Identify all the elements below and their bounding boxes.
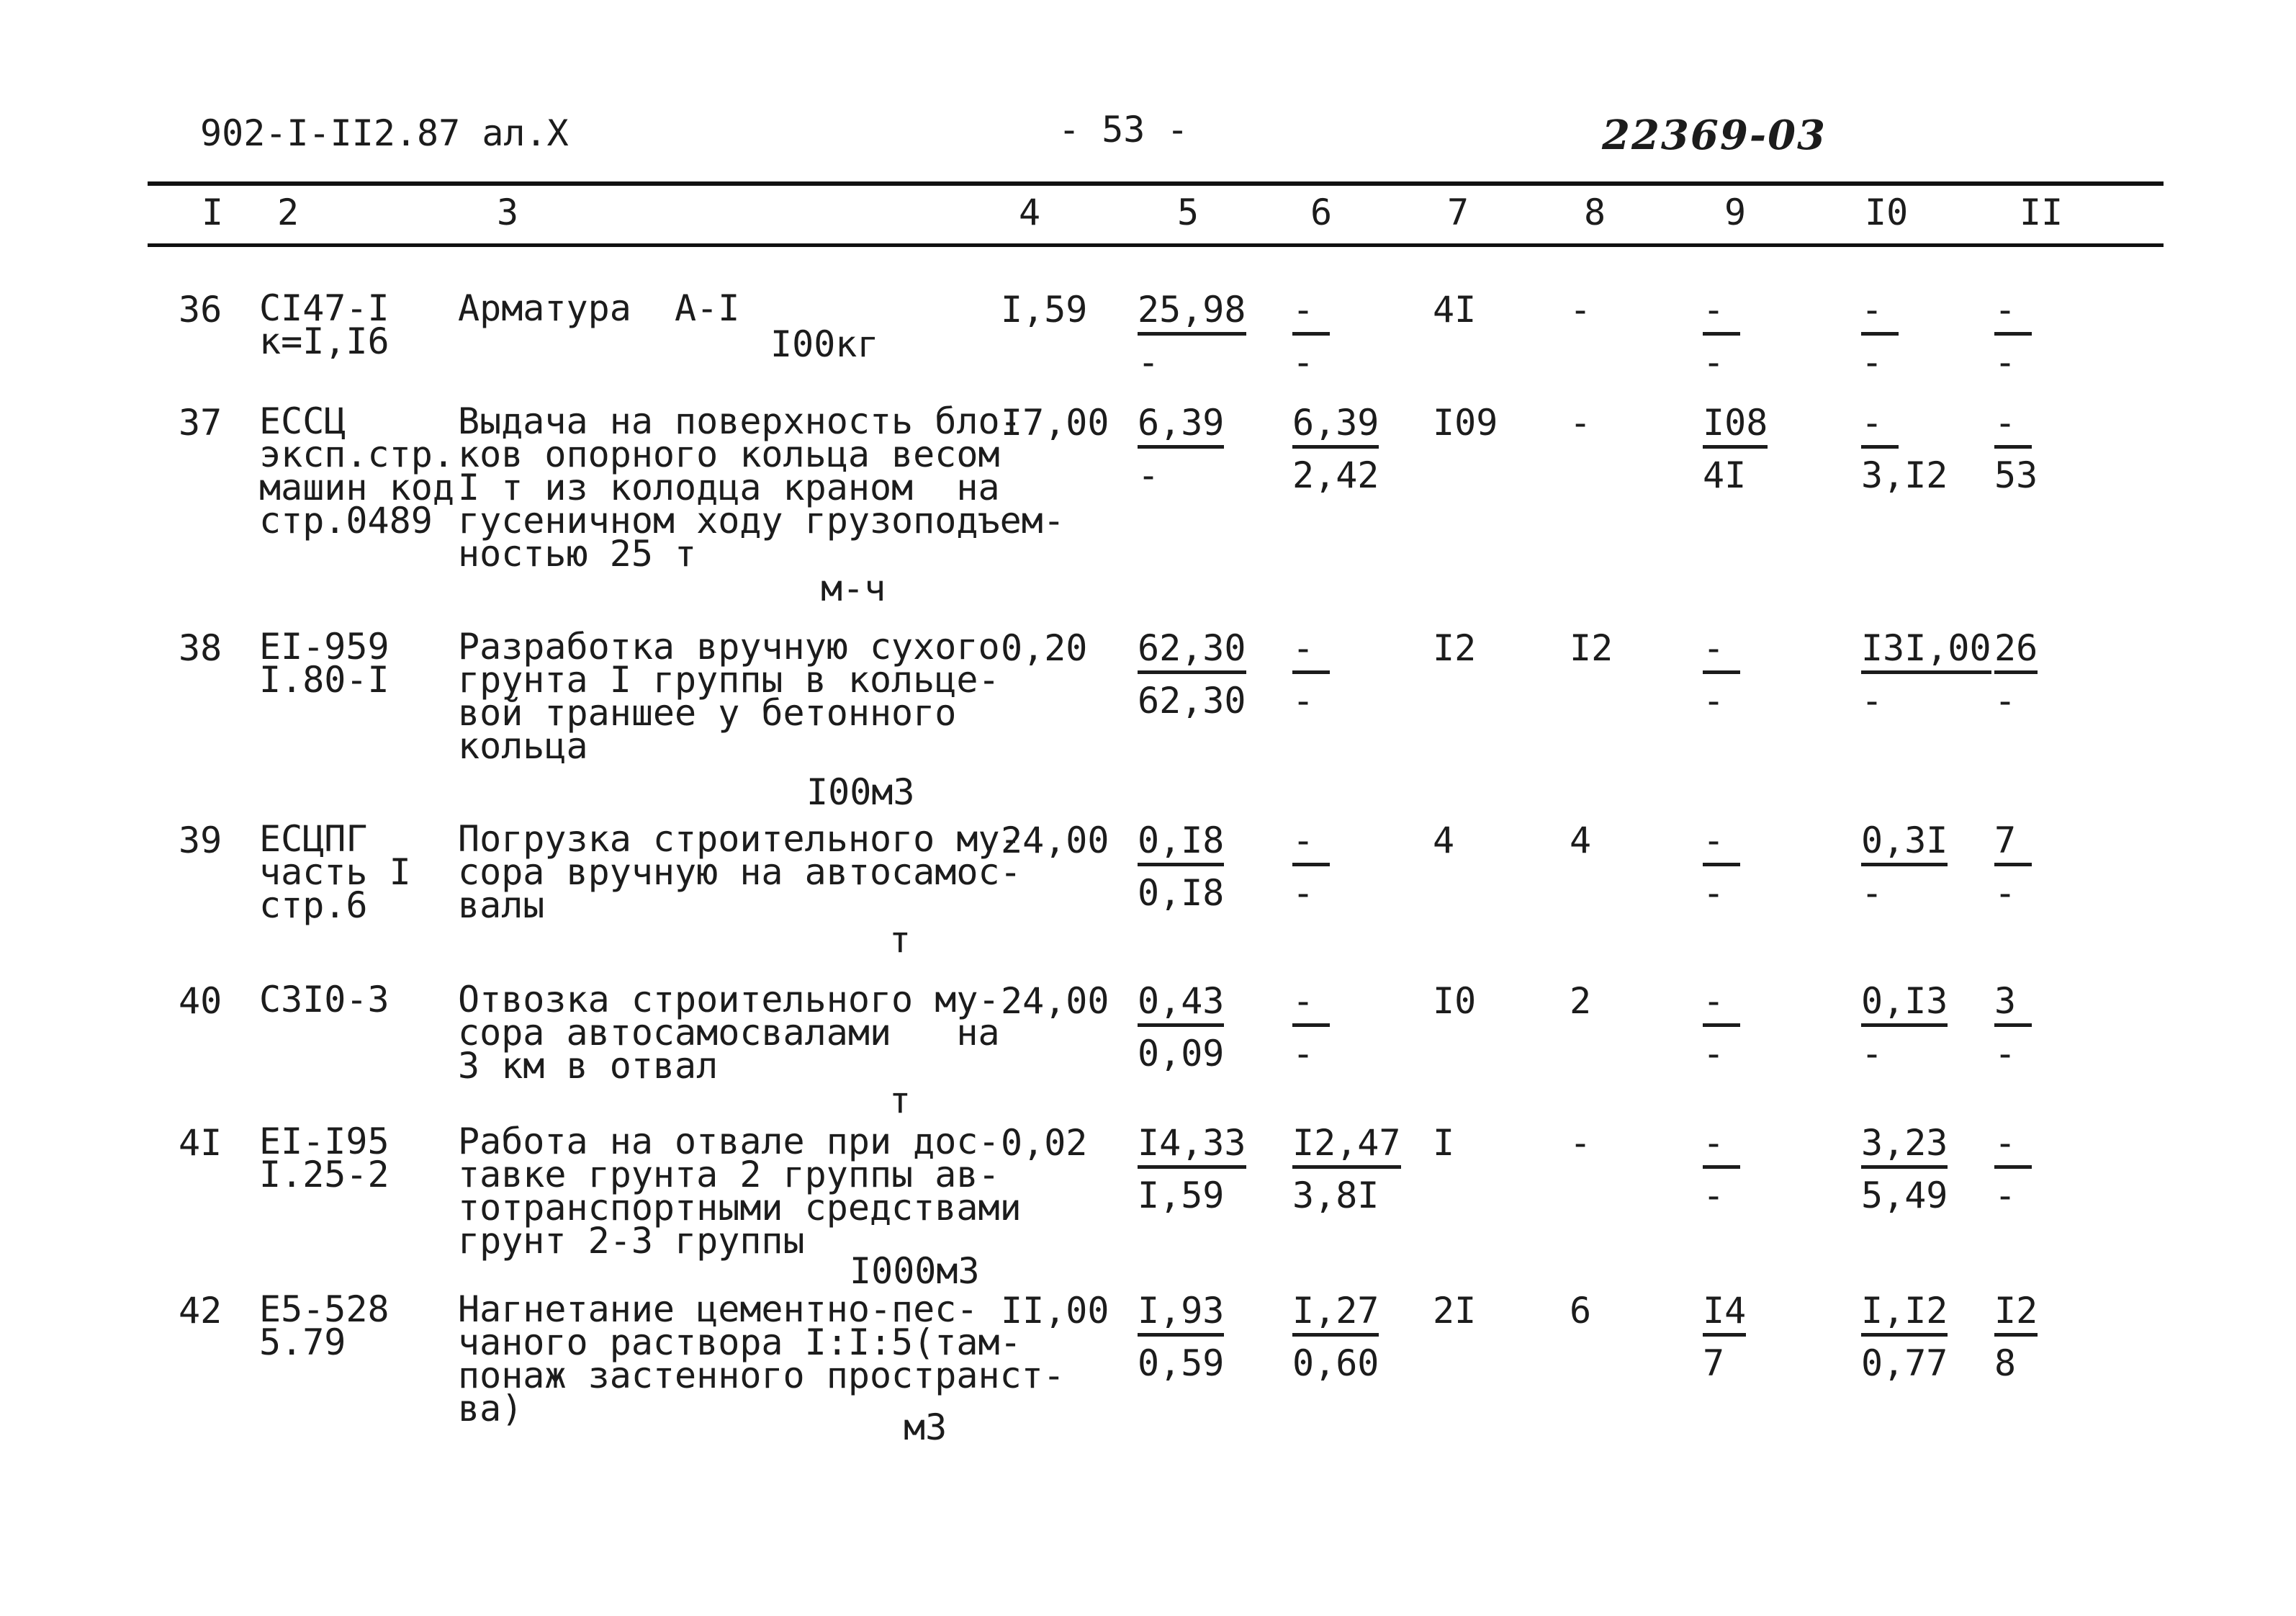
col7-value: 4 (1433, 820, 1455, 861)
col8-value: 6 (1570, 1290, 1592, 1332)
cost-fraction: - - (1703, 983, 1740, 1072)
cost-fraction: $\frac{0,I8}{0,I8}$ (1138, 820, 1225, 914)
cost-fraction: - - (1994, 292, 2032, 380)
col8-value: I2 (1570, 627, 1613, 669)
table-top-rule (148, 181, 2164, 186)
cost-fraction: $\frac{I4}{7}$ (1703, 1290, 1747, 1384)
cost-fraction: 6,39 - (1138, 402, 1225, 496)
cost-fraction: 3 - (1994, 983, 2032, 1072)
rate-code: E5-528 5.79 (259, 1288, 390, 1363)
table-row (0, 818, 2296, 1002)
unit-of-measure: т (889, 1079, 911, 1121)
cost-fraction: $\frac{I2,47}{3,8I}$ (1292, 1122, 1401, 1216)
page-number: - 53 - (1058, 109, 1189, 151)
col7-value: I2 (1433, 627, 1477, 669)
cost-fraction: - - (1292, 822, 1330, 911)
column-header: 8 (1584, 192, 1606, 233)
col8-value: 4 (1570, 820, 1592, 861)
col8-value: - (1570, 289, 1592, 331)
cost-fraction: - - (1994, 1125, 2032, 1213)
cost-fraction: $\frac{I,27}{0,60}$ (1292, 1290, 1379, 1384)
table-row (0, 400, 2296, 609)
quantity: 24,00 (1001, 820, 1109, 861)
quantity: 24,00 (1001, 980, 1109, 1022)
row-number: 36 (179, 289, 222, 331)
cost-fraction: $\frac{I4,33}{I,59}$ (1138, 1122, 1246, 1216)
cost-fraction: $\frac{6,39}{2,42}$ (1292, 402, 1379, 496)
table-row (0, 1288, 2296, 1473)
cost-fraction: $\frac{3,23}{5,49}$ (1861, 1122, 1948, 1216)
row-number: 39 (179, 820, 222, 861)
column-header: 6 (1310, 192, 1333, 233)
cost-fraction: 25,98 - (1138, 289, 1246, 383)
table-row (0, 626, 2296, 813)
col8-value: - (1570, 1122, 1592, 1164)
quantity: 0,02 (1001, 1122, 1088, 1164)
quantity: I7,00 (1001, 402, 1109, 444)
column-header: 2 (277, 192, 300, 233)
cost-fraction: - - (1861, 292, 1899, 380)
quantity: II,00 (1001, 1290, 1109, 1332)
cost-fraction: $\frac{I2}{8}$ (1994, 1290, 2038, 1384)
cost-fraction: I3I,00 - (1861, 627, 1991, 722)
cost-fraction: 26 - (1994, 627, 2038, 722)
unit-of-measure: т (889, 919, 911, 961)
column-header: 7 (1447, 192, 1469, 233)
column-header: I0 (1865, 192, 1909, 233)
col7-value: 4I (1433, 289, 1477, 331)
cost-fraction: 0,I3 - (1861, 980, 1948, 1074)
cost-fraction: 7 - (1994, 822, 2032, 911)
column-header: I (202, 192, 224, 233)
cost-fraction: 0,3I - (1861, 820, 1948, 914)
rate-code: EI-959 I.80-I (259, 626, 390, 701)
cost-fraction: - - (1703, 822, 1740, 911)
col7-value: I09 (1433, 402, 1498, 444)
row-number: 37 (179, 402, 222, 444)
work-description: Выдача на поверхность бло- ков опорного кольца весом I т из колодца краном на гусеничном ходу грузоподъем- ностью 25 т (458, 400, 1065, 575)
cost-fraction: - - (1292, 983, 1330, 1072)
unit-of-measure: м-ч (821, 567, 886, 609)
col8-value: - (1570, 402, 1592, 444)
cost-fraction: $\frac{I,I2}{0,77}$ (1861, 1290, 1948, 1384)
cost-fraction: $\frac{0,43}{0,09}$ (1138, 980, 1225, 1074)
quantity: I,59 (1001, 289, 1088, 331)
cost-fraction: - 53 (1994, 402, 2038, 496)
cost-fraction: - 3,I2 (1861, 402, 1948, 496)
unit-of-measure: I00м3 (806, 771, 915, 813)
col7-value: 2I (1433, 1290, 1477, 1332)
col7-value: I (1433, 1122, 1455, 1164)
row-number: 42 (179, 1290, 222, 1332)
rate-code: ЕССЦ эксп.стр. машин код стр.0489 (259, 400, 454, 542)
cost-fraction: - - (1703, 292, 1740, 380)
row-number: 4I (179, 1122, 222, 1164)
cost-fraction: $\frac{I08}{4I}$ (1703, 402, 1768, 496)
cost-fraction: $\frac{62,30}{62,30}$ (1138, 627, 1246, 722)
column-header: 9 (1724, 192, 1747, 233)
cost-fraction: - - (1292, 630, 1330, 719)
document-code: 902-I-II2.87 ал.X (200, 112, 569, 154)
rate-code: EI-I95 I.25-2 (259, 1121, 390, 1195)
work-description: Нагнетание цементно-пес- чаного раствора I:I:5(там- понаж застенного пространст- ва) (458, 1288, 1065, 1429)
column-header: 3 (497, 192, 519, 233)
table-row (0, 1121, 2296, 1305)
rate-code: CI47-I к=I,I6 (259, 287, 390, 362)
work-description: Погрузка строительного му- сора вручную на автосамос- валы (458, 818, 1022, 926)
col8-value: 2 (1570, 980, 1592, 1022)
cost-fraction: - - (1703, 630, 1740, 719)
column-header: 5 (1177, 192, 1199, 233)
row-number: 38 (179, 627, 222, 669)
work-description: Отвозка строительного му- сора автосамосвалами на 3 км в отвал (458, 979, 1000, 1087)
rate-code: ЕСЦПГ часть I стр.6 (259, 818, 411, 926)
unit-of-measure: I000м3 (850, 1250, 980, 1292)
column-header: 4 (1019, 192, 1041, 233)
row-number: 40 (179, 980, 222, 1022)
rate-code: C3I0-3 (259, 979, 390, 1020)
col7-value: I0 (1433, 980, 1477, 1022)
cost-fraction: - - (1703, 1125, 1740, 1213)
work-description: Арматура А-I (458, 287, 740, 329)
unit-of-measure: м3 (904, 1406, 947, 1448)
cost-fraction: $\frac{I,93}{0,59}$ (1138, 1290, 1225, 1384)
unit-of-measure: I00кг (770, 323, 879, 365)
quantity: 0,20 (1001, 627, 1088, 669)
work-description: Работа на отвале при дос- тавке грунта 2 группы ав- тотранспортными средствами грунт 2-3 группы (458, 1121, 1022, 1262)
cost-fraction: - - (1292, 292, 1330, 380)
column-header: II (2020, 192, 2063, 233)
work-description: Разработка вручную сухого грунта I группы в кольце- вой траншее у бетонного кольца (458, 626, 1000, 767)
inventory-number: 22369-03 (1602, 112, 1827, 159)
table-header-rule (148, 243, 2164, 247)
